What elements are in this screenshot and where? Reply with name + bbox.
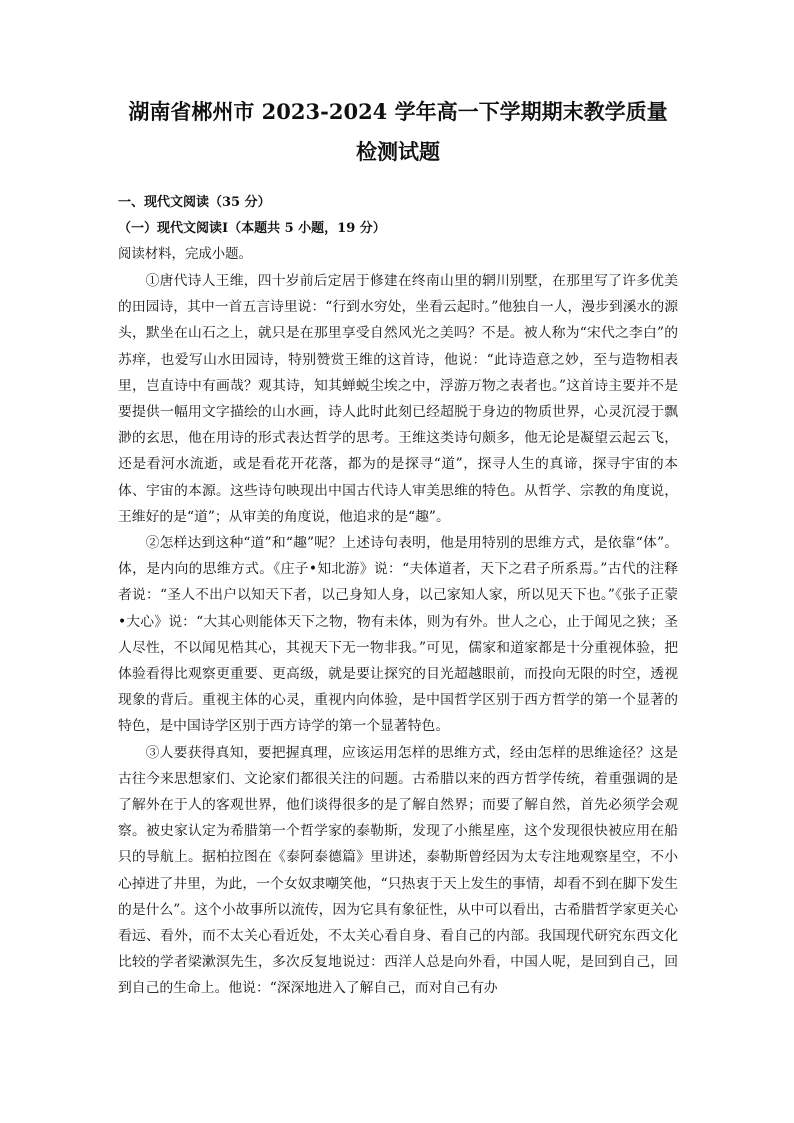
section-heading: 一、现代文阅读（35 分） (118, 195, 271, 210)
title-line-1: 湖南省郴州市 2023-2024 学年高一下学期期末教学质量 (128, 99, 668, 124)
reading-instruction: 阅读材料，完成小题。 (118, 247, 252, 262)
title-line-2: 检测试题 (356, 139, 440, 164)
paragraph-3: ③人要获得真知，要把握真理，应该运用怎样的思维方式，经由怎样的思维途径？这是古往今来思想家们、文论家们都很关注的问题。古希腊以来的西方哲学传统，着重强调的是了解外在于人的客观世界，他们谈得很多的是了解自然界；而要了解自然，首先必须学会观察。被史家认定为希腊第一个哲学家的泰勒斯，发现了小熊星座，这个发现很快被应用在船只的导航上。据柏拉图在《泰阿泰德篇》里讲述，泰勒斯曾经因为太专注地观察星空，不小心掉进了井里，为此，一个女奴隶嘲笑他，“只热衷于天上发生的事情，却看不到在脚下发生的是什么”。这个小故事所以流传，因为它具有象征性，从中可以看出，古希腊哲学家更关心看远、看外，而不太关心看近处，不太关心看自身、看自己的内部。我国现代研究东西文化比较的学者梁漱溟先生，多次反复地说过：西洋人总是向外看，中国人呢，是回到自己，回到自己的生命上。他说：“深深地进入了解自己，而对自己有办 (118, 744, 678, 997)
document-page (118, 92, 678, 1002)
paragraph-1: ①唐代诗人王维，四十岁前后定居于修建在终南山里的辋川别墅，在那里写了许多优美的田园诗，其中一首五言诗里说：“行到水穷处，坐看云起时。”他独自一人，漫步到溪水的源头，默坐在山石之上，就只是在那里享受自然风光之美吗？不是。被人称为“宋代之李白”的苏痒，也爱写山水田园诗，特别赞赏王维的这首诗，他说：“此诗造意之妙，至与造物相表里，岂直诗中有画哉？观其诗，知其蝉蜕尘埃之中，浮游万物之表者也。”这首诗主要并不是要提供一幅用文字描绘的山水画，诗人此时此刻已经超脱于身边的物质世界，心灵沉浸于飘渺的玄思，他在用诗的形式表达哲学的思考。王维这类诗句颇多，他无论是凝望云起云飞，还是看河水流逝，或是看花开花落，都为的是探寻“道”，探寻人生的真谛，探寻宇宙的本体、宇宙的本源。这些诗句映现出中国古代诗人审美思维的特色。从哲学、宗教的角度说，王维好的是“道”；从审美的角度说，他追求的是“趣”。 (118, 273, 678, 525)
paragraph-2: ②怎样达到这种“道”和“趣”呢？上述诗句表明，他是用特别的思维方式，是依靠“体”。体，是内向的思维方式。《庄子•知北游》说：“夫体道者，天下之君子所系焉。”古代的注释者说：“圣人不出户以知天下者，以己身知人身，以己家知人家，所以见天下也。”《张子正蒙•大心》说：“大其心则能体天下之物，物有未体，则为有外。世人之心，止于闻见之狭；圣人尽性，不以闻见梏其心，其视天下无一物非我。”可见，儒家和道家都是十分重视体验，把体验看得比观察更重要、更高级，就是要让探究的目光超越眼前，而投向无限的时空，透视现象的背后。重视主体的心灵，重视内向体验，是中国哲学区别于西方哲学的第一个显著的特色，是中国诗学区别于西方诗学的第一个显著特色。 (118, 535, 678, 735)
document-title (118, 92, 678, 172)
subsection-heading: （一）现代文阅读Ⅰ（本题共 5 小题，19 分） (118, 221, 386, 236)
